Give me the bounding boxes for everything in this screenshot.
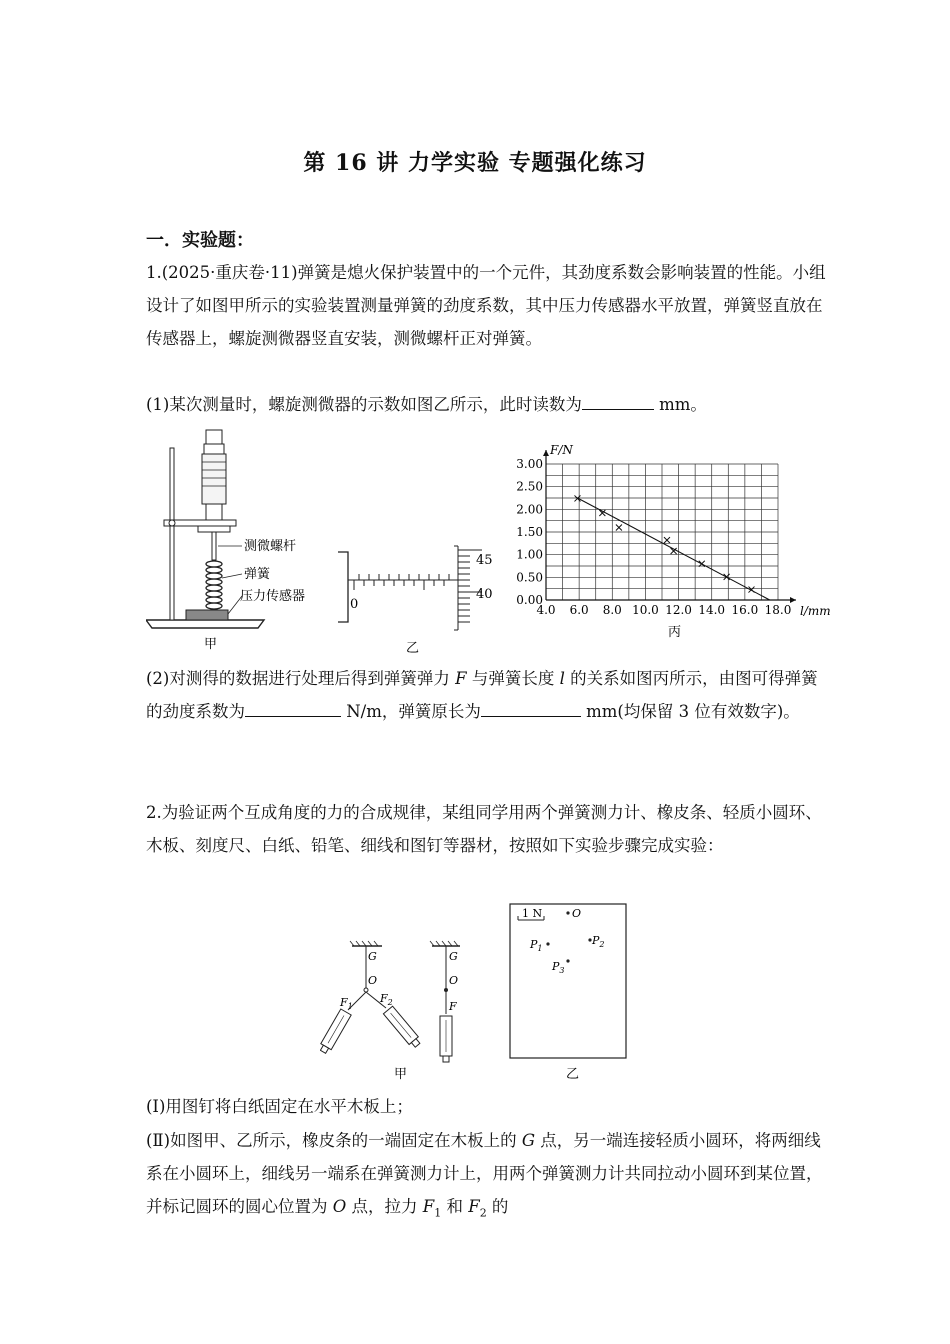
chart-ytick-label: 1.50 — [516, 525, 543, 539]
figure-q2-jia — [320, 938, 480, 1092]
label-sensor: 压力传感器 — [240, 589, 306, 604]
sensor-block — [186, 610, 228, 620]
answer-blank-reading[interactable] — [582, 389, 654, 410]
chart-xlabel: l/mm — [800, 604, 831, 618]
spring-scale-right — [383, 1006, 422, 1049]
chart-ytick-label: 1.00 — [516, 547, 543, 562]
svg-text:O: O — [449, 974, 459, 987]
main-scale-0: 0 — [350, 597, 359, 612]
chart-xtick-label: 4.0 — [536, 603, 556, 617]
page-title: 第 16 讲 力学实验 专题强化练习 — [303, 150, 647, 176]
thimble-45: 45 — [476, 553, 493, 568]
svg-text:G: G — [449, 950, 458, 963]
q1-part1: (1)某次测量时，螺旋测微器的示数如图乙所示，此时读数为 mm。 — [146, 388, 826, 421]
svg-text:F1: $F_1$ — [340, 996, 353, 1011]
svg-text:G: G — [368, 950, 377, 963]
chart-ytick-label: 2.00 — [516, 502, 543, 517]
svg-text:O: O — [572, 907, 582, 920]
svg-text:1 N: 1 N — [522, 907, 543, 920]
chart-data-point — [616, 524, 622, 530]
chart-xtick-label: 14.0 — [698, 603, 726, 617]
chart-ytick-label: 2.50 — [516, 479, 543, 494]
figure-yi-micrometer — [336, 540, 496, 659]
chart-xtick-label: 8.0 — [602, 603, 622, 617]
figure-jia-apparatus — [146, 428, 326, 657]
svg-text:甲: 甲 — [394, 1067, 408, 1082]
svg-text:P3: $P_3$ — [552, 960, 565, 975]
chart-xtick-label: 6.0 — [569, 603, 589, 617]
q2-step2: (Ⅱ)如图甲、乙所示，橡皮条的一端固定在木板上的 G 点，另一端连接轻质小圆环，将两细线系在小圆环上，细线另一端系在弹簧测力计上，用两个弹簧测力计共同拉动小圆环到某位置，并标记圆环的圆心位置为 O 点，拉力 $F_1$ 和 $F_2$ 的 — [146, 1131, 823, 1220]
chart-xtick-label: 16.0 — [731, 603, 759, 617]
chart-xtick-label: 12.0 — [665, 603, 692, 617]
chart-xtick-label: 10.0 — [632, 603, 659, 617]
svg-text:P1: $P_1$ — [530, 938, 543, 953]
svg-text:P2: $P_2$ — [592, 934, 605, 949]
chart-ytick-label: 0.50 — [516, 570, 543, 585]
thimble-40: 40 — [476, 587, 493, 602]
section-heading: 一．实验题： — [146, 230, 254, 251]
spring-scale-single — [440, 1016, 452, 1062]
caption-bing: 丙 — [668, 625, 682, 640]
chart-data-point — [574, 495, 580, 501]
chart-data-point — [724, 574, 730, 580]
svg-text:乙: 乙 — [566, 1067, 580, 1082]
q1-intro: 1.(2025·重庆卷·11)弹簧是熄火保护装置中的一个元件，其劲度系数会影响装置的性能。小组设计了如图甲所示的实验装置测量弹簧的劲度系数，其中压力传感器水平放置，弹簧竖直放在传感器上，螺旋测微器竖直安装，测微螺杆正对弹簧。 — [146, 263, 826, 348]
chart-ytick-label: 3.00 — [516, 457, 543, 471]
chart-ylabel: F/N — [550, 443, 573, 457]
spring-scale-left — [320, 1009, 351, 1055]
caption-yi: 乙 — [406, 641, 420, 655]
q1-part2: (2)对测得的数据进行处理后得到弹簧弹力 F 与弹簧长度 l 的关系如图丙所示，由图可得弹簧的劲度系数为 N/m，弹簧原长为 mm(均保留 3 位有效数字)。 — [146, 669, 818, 721]
svg-text:F: F — [449, 1000, 457, 1013]
y-axis-arrow — [543, 450, 549, 456]
q2-intro: 2.为验证两个互成角度的力的合成规律，某组同学用两个弹簧测力计、橡皮条、轻质小圆环、木板、刻度尺、白纸、铅笔、细线和图钉等器材，按照如下实验步骤完成实验： — [146, 803, 822, 855]
caption-jia: 甲 — [204, 637, 218, 652]
answer-blank-stiffness[interactable] — [245, 696, 341, 717]
chart-data-point — [664, 537, 670, 543]
svg-text:F2: $F_2$ — [380, 992, 393, 1007]
figure-bing-chart — [506, 440, 846, 649]
chart-fit-line — [576, 497, 770, 600]
answer-blank-length[interactable] — [481, 696, 581, 717]
svg-text:O: O — [368, 974, 378, 987]
label-screw: 测微螺杆 — [244, 539, 297, 554]
chart-ytick-label: 0.00 — [516, 593, 543, 607]
label-spring: 弹簧 — [244, 567, 271, 582]
q2-step1: (Ⅰ)用图钉将白纸固定在水平木板上； — [146, 1097, 413, 1116]
chart-xtick-label: 18.0 — [764, 603, 792, 617]
figure-q2-yi — [508, 902, 633, 1086]
